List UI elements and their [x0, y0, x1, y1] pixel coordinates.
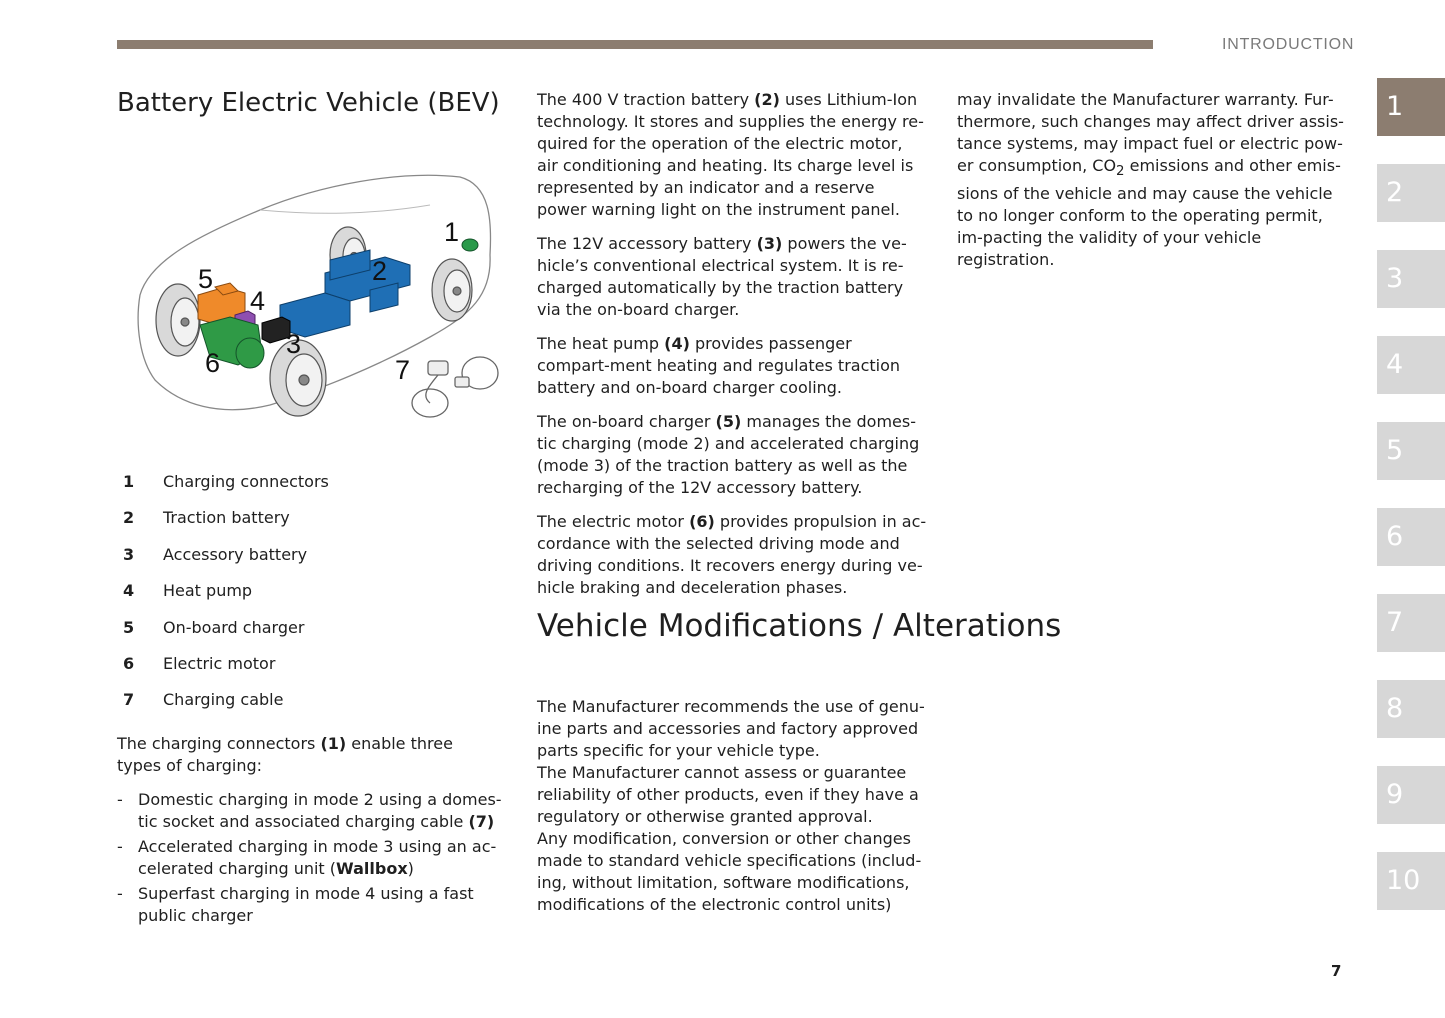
- chapter-tab-5[interactable]: 5: [1377, 422, 1445, 480]
- modifications-continued: [957, 89, 1347, 271]
- charging-connector: [462, 239, 478, 251]
- legend-item: [117, 689, 497, 725]
- page-title: Battery Electric Vehicle (BEV): [117, 88, 500, 118]
- component-legend: [117, 471, 497, 726]
- bev-component-diagram: [130, 165, 505, 430]
- legend-number: 7: [123, 690, 135, 710]
- paragraph: Any modification, conversion or other changes made to standard vehicle specifications (includ-ing, without limitation, software modifications, modifications of the electronic control units): [537, 829, 922, 914]
- legend-number: 4: [123, 581, 135, 601]
- chapter-tab-9[interactable]: 9: [1377, 766, 1445, 824]
- legend-item: [117, 507, 497, 543]
- charging-modes-list: [117, 789, 502, 927]
- wheel-front-right: [432, 259, 472, 321]
- chapter-tab-7[interactable]: 7: [1377, 594, 1445, 652]
- legend-label: Charging cable: [163, 690, 284, 710]
- modifications-section: [537, 696, 927, 916]
- legend-label: Traction battery: [163, 508, 290, 528]
- legend-number: 6: [123, 653, 135, 673]
- legend-item: [117, 653, 497, 689]
- legend-label: Charging connectors: [163, 472, 329, 491]
- paragraph: The Manufacturer cannot assess or guarantee reliability of other products, even if they have a regulatory or otherwise granted approval.: [537, 763, 919, 826]
- component-descriptions: [537, 89, 927, 599]
- charging-intro: The charging connectors (1) enable three types of charging:: [117, 734, 453, 775]
- paragraph: The heat pump (4) provides passenger compart-ment heating and regulates traction battery and on-board charger cooling.: [537, 334, 901, 397]
- diagram-label-7: 7: [395, 355, 411, 385]
- diagram-label-3: 3: [286, 329, 302, 359]
- section-title: INTRODUCTION: [1222, 36, 1355, 53]
- paragraph: The electric motor (6) provides propulsion in ac-cordance with the selected driving mode and driving conditions. It recovers energy during ve-hicle braking and deceleration phases.: [537, 512, 927, 597]
- chapter-tab-8[interactable]: 8: [1377, 680, 1445, 738]
- wheel-rear-left: [156, 284, 200, 356]
- list-item: - Superfast charging in mode 4 using a fast public charger: [117, 884, 474, 925]
- chapter-tab-3[interactable]: 3: [1377, 250, 1445, 308]
- chapter-tab-6[interactable]: 6: [1377, 508, 1445, 566]
- traction-battery: [280, 250, 410, 337]
- diagram-label-4: 4: [250, 286, 266, 316]
- charging-cable: [412, 357, 498, 417]
- legend-label: On-board charger: [163, 617, 305, 637]
- paragraph: may invalidate the Manufacturer warranty. Fur-thermore, such changes may affect driver assis-tance systems, may impact fuel or electric pow-er consumption, $CO_2$ emissions and other emis-sions of the vehicle and may cause the vehicle to no longer conform to the operating permit, im-pacting the validity of your vehicle registration.: [957, 90, 1344, 270]
- chapter-tab-2[interactable]: 2: [1377, 164, 1445, 222]
- legend-number: 3: [123, 544, 135, 564]
- legend-item: [117, 544, 497, 580]
- paragraph: The on-board charger (5) manages the domes-tic charging (mode 2) and accelerated charging (mode 3) of the traction battery as well as the recharging of the 12V accessory battery.: [537, 412, 920, 497]
- chapter-tab-4[interactable]: 4: [1377, 336, 1445, 394]
- legend-item: [117, 580, 497, 616]
- header-bar: [117, 40, 1153, 49]
- section-heading: Vehicle Modifications / Alterations: [537, 608, 1062, 644]
- list-item: - Domestic charging in mode 2 using a domes-tic socket and associated charging cable (7): [117, 790, 502, 831]
- diagram-label-5: 5: [198, 264, 214, 294]
- legend-number: 2: [123, 508, 135, 528]
- diagram-label-6: 6: [205, 348, 221, 378]
- list-item: - Accelerated charging in mode 3 using an ac-celerated charging unit (Wallbox): [117, 837, 497, 878]
- legend-label: Electric motor: [163, 653, 276, 673]
- legend-item: [117, 617, 497, 653]
- diagram-label-2: 2: [372, 256, 388, 286]
- legend-number: 5: [123, 617, 135, 637]
- legend-label: Accessory battery: [163, 544, 308, 564]
- diagram-label-1: 1: [444, 217, 460, 247]
- chapter-tab-10[interactable]: 10: [1377, 852, 1445, 910]
- legend-label: Heat pump: [163, 581, 253, 601]
- paragraph: The 12V accessory battery (3) powers the ve-hicle’s conventional electrical system. It is re-charged automatically by the traction battery via the on-board charger.: [537, 234, 907, 319]
- paragraph: The Manufacturer recommends the use of genu-ine parts and accessories and factory approved parts specific for your vehicle type.: [537, 697, 925, 760]
- charging-types-section: [117, 733, 502, 930]
- legend-number: 1: [123, 472, 135, 491]
- legend-item: [117, 471, 497, 507]
- paragraph: The 400 V traction battery (2) uses Lithium-Ion technology. It stores and supplies the energy re-quired for the operation of the electric motor, air conditioning and heating. Its charge level is represented by an indicator and a reserve power warning light on the instrument panel.: [537, 90, 924, 219]
- chapter-tab-1[interactable]: 1: [1377, 78, 1445, 136]
- page-number: 7: [1331, 962, 1342, 980]
